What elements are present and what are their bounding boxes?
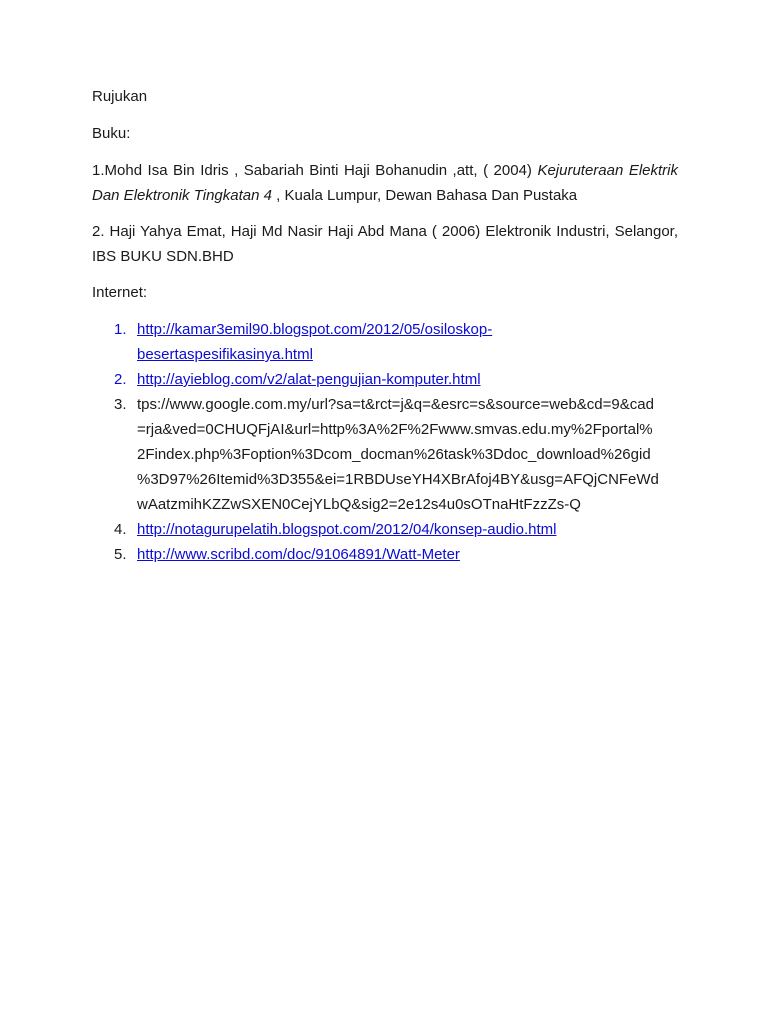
link-1-line-1[interactable]: http://kamar3emil90.blogspot.com/2012/05/osiloskop- [137,321,493,338]
books-heading: Buku: [92,125,131,142]
url-3-line-2: =rja&ved=0CHUQFjAI&url=http%3A%2F%2Fwww.smvas.edu.my%2Fportal% [137,421,653,438]
url-3-line-4: %3D97%26Itemid%3D355&ei=1RBDUseYH4XBrAfoj4BY&usg=AFQjCNFeWd [137,471,659,488]
link-4[interactable]: http://notagurupelatih.blogspot.com/2012/04/konsep-audio.html [137,521,557,538]
internet-links-list [92,317,678,567]
link-2[interactable]: http://ayieblog.com/v2/alat-pengujian-komputer.html [137,371,481,388]
book-reference-2: 2. Haji Yahya Emat, Haji Md Nasir Haji Abd Mana ( 2006) Elektronik Industri, Selangor, IBS BUKU SDN.BHD [92,223,678,265]
url-3-line-1: tps://www.google.com.my/url?sa=t&rct=j&q=&esrc=s&source=web&cd=9&cad [137,396,654,413]
book-1-title: Kejuruteraan Elektrik Dan Elektronik Tingkatan 4 [92,162,679,204]
book-1-publisher: , Kuala Lumpur, Dewan Bahasa Dan Pustaka [271,187,578,204]
list-item [92,392,678,517]
link-5[interactable]: http://www.scribd.com/doc/91064891/Watt-Meter [137,546,460,563]
list-item[interactable] [92,317,678,367]
link-1-line-2[interactable]: besertaspesifikasinya.html [137,346,313,363]
book-1-authors: 1.Mohd Isa Bin Idris , Sabariah Binti Haji Bohanudin ,att, ( 2004) [92,162,538,179]
list-item[interactable] [92,542,678,567]
url-3-line-3: 2Findex.php%3Foption%3Dcom_docman%26task%3Ddoc_download%26gid [137,446,651,463]
list-number: 1. [114,321,127,338]
internet-heading: Internet: [92,284,148,301]
list-number: 3. [114,396,127,413]
url-3-line-5: wAatzmihKZZwSXEN0CejYLbQ&sig2=2e12s4u0sOTnaHtFzzZs-Q [137,496,581,513]
list-number: 2. [114,371,127,388]
list-number: 5. [114,546,127,563]
list-number: 4. [114,521,127,538]
document-page [92,84,678,567]
references-title: Rujukan [92,88,148,105]
book-reference-1 [92,158,678,208]
list-item[interactable] [92,367,678,392]
list-item[interactable] [92,517,678,542]
